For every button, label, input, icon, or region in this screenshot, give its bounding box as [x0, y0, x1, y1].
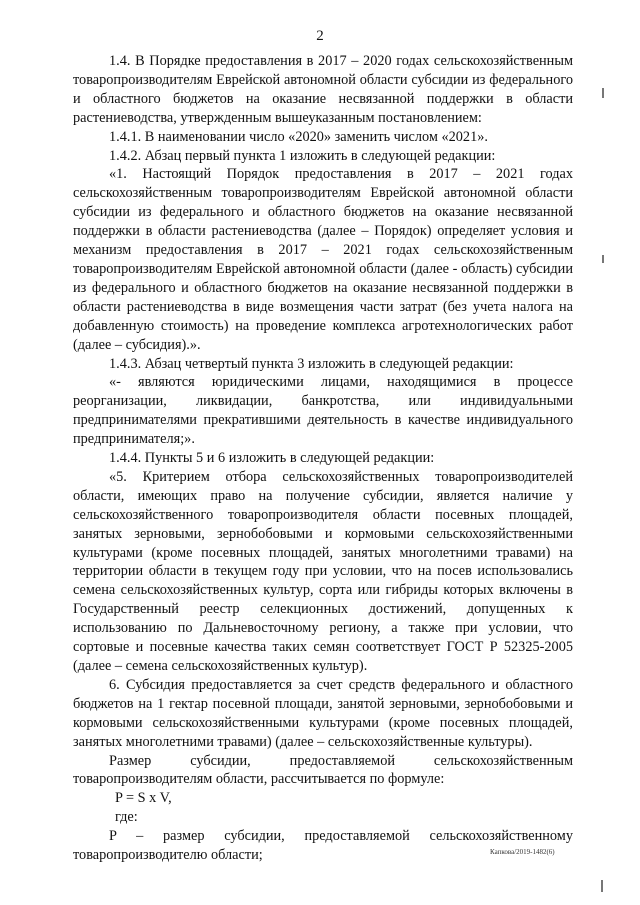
scan-edge-mark — [602, 88, 604, 98]
paragraph: 1.4.1. В наименовании число «2020» заменить числом «2021». — [109, 128, 488, 145]
paragraph: «- являются юридическими лицами, находящимися в процессе реорганизации, ликвидации, банкротства, или индивидуальными предпринимателями прекратившими деятельность в качестве индивидуального предпринимателя;». — [73, 374, 573, 448]
paragraph: 1.4.2. Абзац первый пункта 1 изложить в следующей редакции: — [109, 147, 496, 164]
paragraph: 1.4.3. Абзац четвертый пункта 3 изложить в следующей редакции: — [109, 355, 514, 372]
scan-edge-mark — [601, 880, 603, 892]
paragraph: 6. Субсидия предоставляется за счет средств федерального и областного бюджетов на 1 гектар посевной площади, занятой зерновыми, зернобобовыми и кормовыми сельскохозяйственными культурами (кроме посевных площадей, занятых многолетними травами) (далее – сельскохозяйственные культуры). — [73, 676, 573, 750]
paragraph: где: — [115, 809, 138, 826]
paragraph: P = S x V, — [115, 790, 172, 807]
paragraph: «1. Настоящий Порядок предоставления в 2017 – 2021 годах сельскохозяйственным товаропроизводителям Еврейской автономной области субсидии из федерального и областного бюджетов на оказание несвязанной поддержки в области растениеводства (далее – Порядок) определяет условия и механизм предоставления в 2017 – 2021 годах сельскохозяйственным товаропроизводителям Еврейской автономной области (далее - область) субсидии из федерального и областного бюджетов на оказание несвязанной поддержки в области растениеводства в виде возмещения части затрат (без учета налога на добавленную стоимость) на проведение комплекса агротехнологических работ (далее – субсидия).». — [73, 166, 573, 353]
document-code: Капкова/2019-1482(6) — [490, 848, 555, 856]
paragraph: «5. Критерием отбора сельскохозяйственных товаропроизводителей области, имеющих право на получение субсидии, является наличие у сельскохозяйственного товаропроизводителя области посевных площадей, занятых зерновыми, зернобобовыми и кормовыми сельскохозяйственными культурами (кроме посевных площадей, занятых многолетними травами) на территории области в текущем году при условии, что на посев использовались семена сельскохозяйственных культур, сорта или гибриды которых включены в Государственный реестр селекционных достижений, допущенных к использованию по Дальневосточному региону, а также при условии, что сортовые и посевные качества таких семян соответствует ГОСТ Р 52325-2005 (далее – семена сельскохозяйственных культур). — [73, 468, 573, 674]
scan-edge-mark — [602, 255, 604, 263]
paragraph: 1.4. В Порядке предоставления в 2017 – 2020 годах сельскохозяйственным товаропроизводителям Еврейской автономной области субсидии из федерального и областного бюджетов на оказание несвязанной поддержки в области растениеводства, утвержденным вышеуказанным постановлением: — [73, 53, 573, 126]
page-number: 2 — [316, 28, 324, 44]
paragraph: Размер субсидии, предоставляемой сельскохозяйственным товаропроизводителям области, рассчитывается по формуле: — [73, 752, 573, 788]
paragraph: 1.4.4. Пункты 5 и 6 изложить в следующей редакции: — [109, 450, 435, 467]
document-body — [73, 52, 573, 865]
paragraph: P – размер субсидии, предоставляемой сельскохозяйственному товаропроизводителю области; — [73, 828, 573, 864]
